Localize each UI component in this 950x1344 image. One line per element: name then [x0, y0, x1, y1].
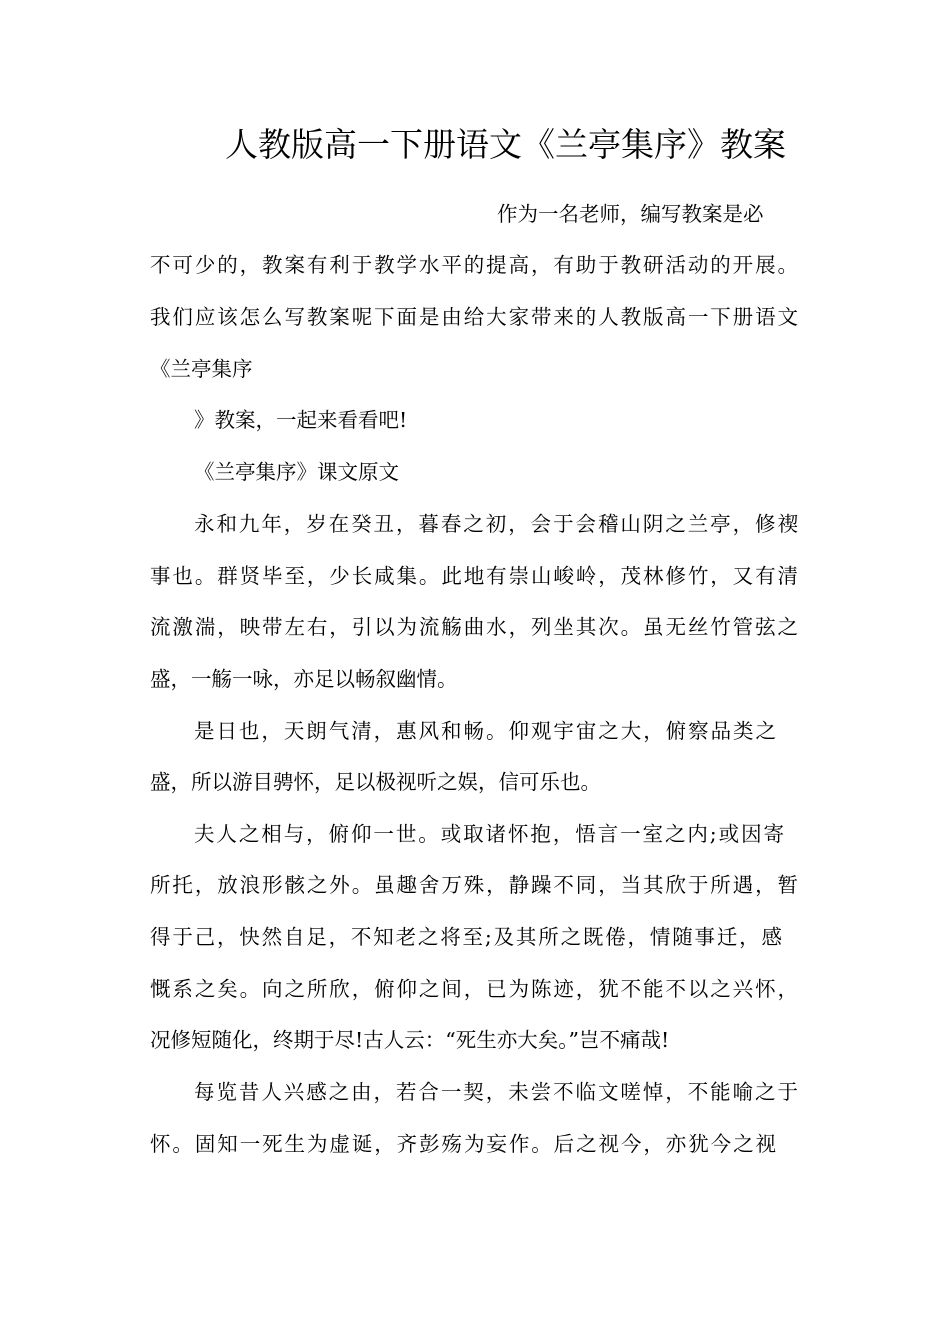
intro-line-1: 作为一名老师，编写教案是必 [497, 202, 764, 226]
paragraph-3-line-5: 况修短随化，终期于尽!古人云：“死生亦大矣。”岂不痛哉! [150, 1028, 670, 1052]
paragraph-3-line-3: 得于己，快然自足，不知老之将至;及其所之既倦，情随事迁，感 [150, 925, 782, 949]
paragraph-1-line-4: 盛，一觞一咏，亦足以畅叙幽情。 [150, 667, 458, 691]
document-title: 人教版高一下册语文《兰亭集序》教案 [225, 125, 786, 164]
intro-line-2: 不可少的，教案有利于教学水平的提高，有助于教研活动的开展。 [150, 253, 798, 277]
intro-line-4: 《兰亭集序 [150, 357, 253, 381]
paragraph-4-line-2: 怀。固知一死生为虚诞，齐彭殇为妄作。后之视今，亦犹今之视 [150, 1132, 776, 1156]
paragraph-4-line-1: 每览昔人兴感之由，若合一契，未尝不临文嗟悼，不能喻之于 [194, 1080, 798, 1104]
section-heading: 《兰亭集序》课文原文 [194, 460, 399, 484]
intro-line-5: 》教案，一起来看看吧! [194, 408, 408, 432]
paragraph-3-line-1: 夫人之相与，俯仰一世。或取诸怀抱，悟言一室之内;或因寄 [194, 822, 784, 846]
paragraph-2-line-2: 盛，所以游目骋怀，足以极视听之娱，信可乐也。 [150, 770, 601, 794]
paragraph-3-line-2: 所托，放浪形骸之外。虽趣舍万殊，静躁不同，当其欣于所遇，暂 [150, 873, 798, 897]
paragraph-2-line-1: 是日也，天朗气清，惠风和畅。仰观宇宙之大，俯察品类之 [194, 719, 776, 743]
paragraph-1-line-1: 永和九年，岁在癸丑，暮春之初，会于会稽山阴之兰亭，修禊 [194, 512, 798, 536]
paragraph-1-line-2: 事也。群贤毕至，少长咸集。此地有崇山峻岭，茂林修竹，又有清 [150, 564, 798, 588]
paragraph-3-line-4: 慨系之矣。向之所欣，俯仰之间，已为陈迹，犹不能不以之兴怀， [150, 977, 798, 1001]
intro-line-3: 我们应该怎么写教案呢下面是由给大家带来的人教版高一下册语文 [150, 305, 798, 329]
paragraph-1-line-3: 流激湍，映带左右，引以为流觞曲水，列坐其次。虽无丝竹管弦之 [150, 615, 798, 639]
